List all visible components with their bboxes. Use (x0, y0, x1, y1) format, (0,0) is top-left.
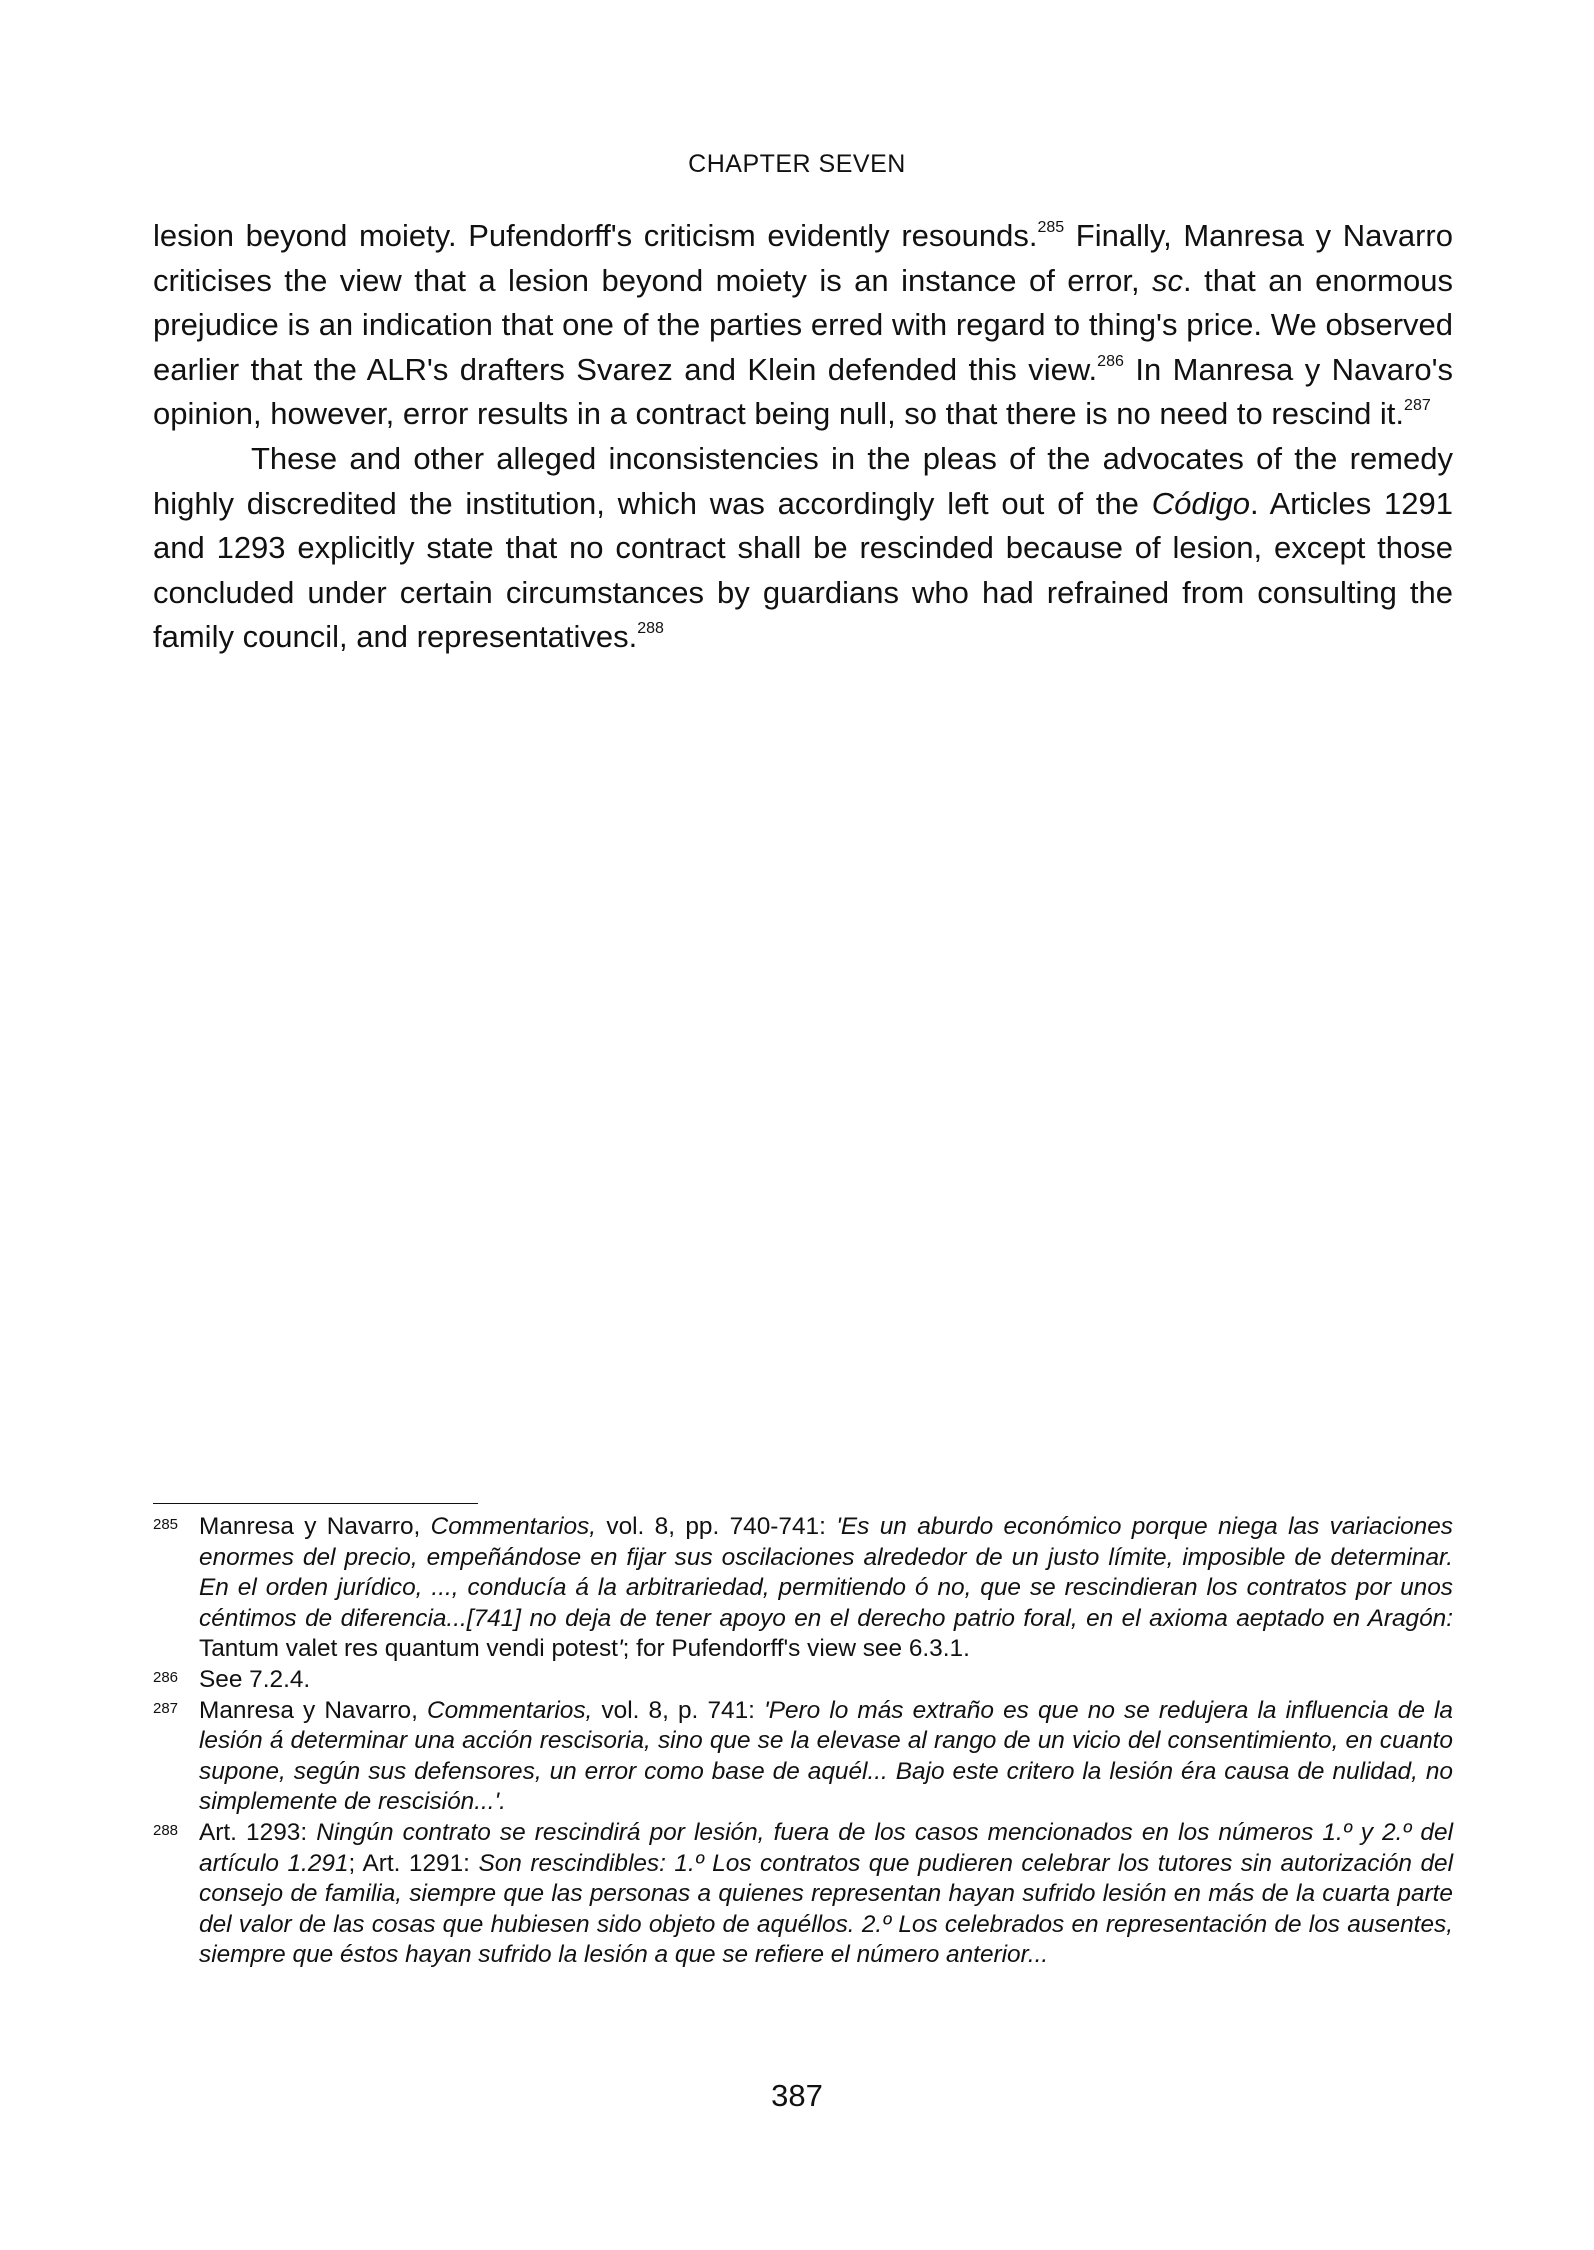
paragraph-1-text-4: In Manresa y Navaro's opinion, however, error results in a contract being null, so that there is no need to rescind it. (153, 351, 1453, 432)
footnote-number: 285 (153, 1516, 179, 1533)
main-text (153, 214, 1453, 660)
footnote-ref-286: 286 (1097, 352, 1124, 370)
footnote-288 (153, 1818, 1453, 1971)
paragraph-1-italic-sc: sc (1152, 262, 1184, 298)
footnote-text: ; for Pufendorff's view see 6.3.1. (622, 1635, 970, 1663)
footnote-text: Tantum valet res quantum vendi potest (199, 1635, 618, 1663)
footnote-text: vol. 8, pp. 740-741: (596, 1513, 837, 1540)
footnote-italic: ' (617, 1635, 623, 1663)
footnote-286 (153, 1665, 1453, 1696)
paragraph-2-italic-codigo: Código (1151, 485, 1250, 521)
paragraph-1-text-2: Finally, Manresa y Navarro criticises the view that a lesion beyond moiety is an instance of error, (153, 218, 1453, 298)
running-header: CHAPTER SEVEN (688, 150, 906, 178)
footnote-ref-288: 288 (637, 620, 664, 638)
footnote-number: 288 (153, 1821, 179, 1839)
footnote-text: vol. 8, p. 741: (592, 1696, 765, 1724)
footnote-quote: 'Pero lo más extraño es que no se redujera la influencia de la lesión á determinar una acción rescisoria, sino que se la elevase al rango de un vicio del consentimiento, en cuanto supone, según sus defensores, un error como base de aquél... Bajo este critero la lesión éra causa de nulidad, no simplemente de rescisión...'. (199, 1696, 1453, 1816)
footnote-text: Manresa y Navarro, (199, 1696, 427, 1724)
footnote-text: ; Art. 1291: (348, 1849, 479, 1877)
footnote-text: Manresa y Navarro, (199, 1513, 431, 1540)
paragraph-2 (153, 437, 1453, 660)
paragraph-1-text-1: lesion beyond moiety. Pufendorff's criticism evidently resounds. (153, 218, 1038, 253)
page-number: 387 (771, 2078, 823, 2113)
footnote-287 (153, 1696, 1453, 1818)
footnote-ref-285: 285 (1037, 219, 1065, 236)
footnote-quote: 'Es un aburdo económico porque niega las variaciones enormes del precio, empeñándose en fijar sus oscilaciones alrededor de un justo límite, imposible de determinar. En el orden jurídico, ..., conducía á la arbitrariedad, permitiendo ó no, que se rescindieran los contratos por unos céntimos de diferencia...[741] no deja de tener apoyo en el derecho patrio foral, en el axioma aeptado en Aragón: (199, 1513, 1453, 1632)
footnote-285 (153, 1512, 1453, 1665)
footnote-number: 287 (153, 1699, 179, 1717)
paragraph-2-text-1: These and other alleged inconsistencies in the pleas of the advocates of the remedy highly discredited the institution, which was accordingly left out of the (153, 440, 1453, 521)
footnote-quote: Son rescindibles: 1.º Los contratos que pudieren celebrar los tutores sin autorización del consejo de familia, siempre que las personas a quienes representan hayan sufrido lesión en más de la cuarta parte del valor de las cosas que hubiesen sido objeto de aquéllos. 2.º Los celebrados en representación de los ausentes, siempre que éstos hayan sufrido la lesión a que se refiere el número anterior... (199, 1849, 1454, 1969)
footnote-number: 286 (153, 1668, 179, 1686)
footnote-text: See 7.2.4. (199, 1665, 311, 1693)
paragraph-1 (153, 214, 1453, 437)
footnotes (153, 1512, 1453, 1971)
footnote-separator (153, 1503, 478, 1504)
footnote-ref-287: 287 (1404, 397, 1431, 415)
footnote-italic: Commentarios, (430, 1513, 597, 1540)
footnote-text: Art. 1293: (199, 1818, 317, 1846)
footnote-italic: Commentarios, (426, 1696, 593, 1724)
paragraph-1-text-3: . that an enormous prejudice is an indication that one of the parties erred with regard to thing's price. We observed earlier that the ALR's drafters Svarez and Klein defended this view. (153, 262, 1453, 387)
paragraph-2-text-2: . Articles 1291 and 1293 explicitly state that no contract shall be rescinded because of lesion, except those concluded under certain circumstances by guardians who had refrained from consulting the family council, and representatives. (153, 485, 1453, 655)
footnote-quote: Ningún contrato se rescindirá por lesión, fuera de los casos mencionados en los números 1.º y 2.º del artículo 1.291 (199, 1818, 1453, 1877)
